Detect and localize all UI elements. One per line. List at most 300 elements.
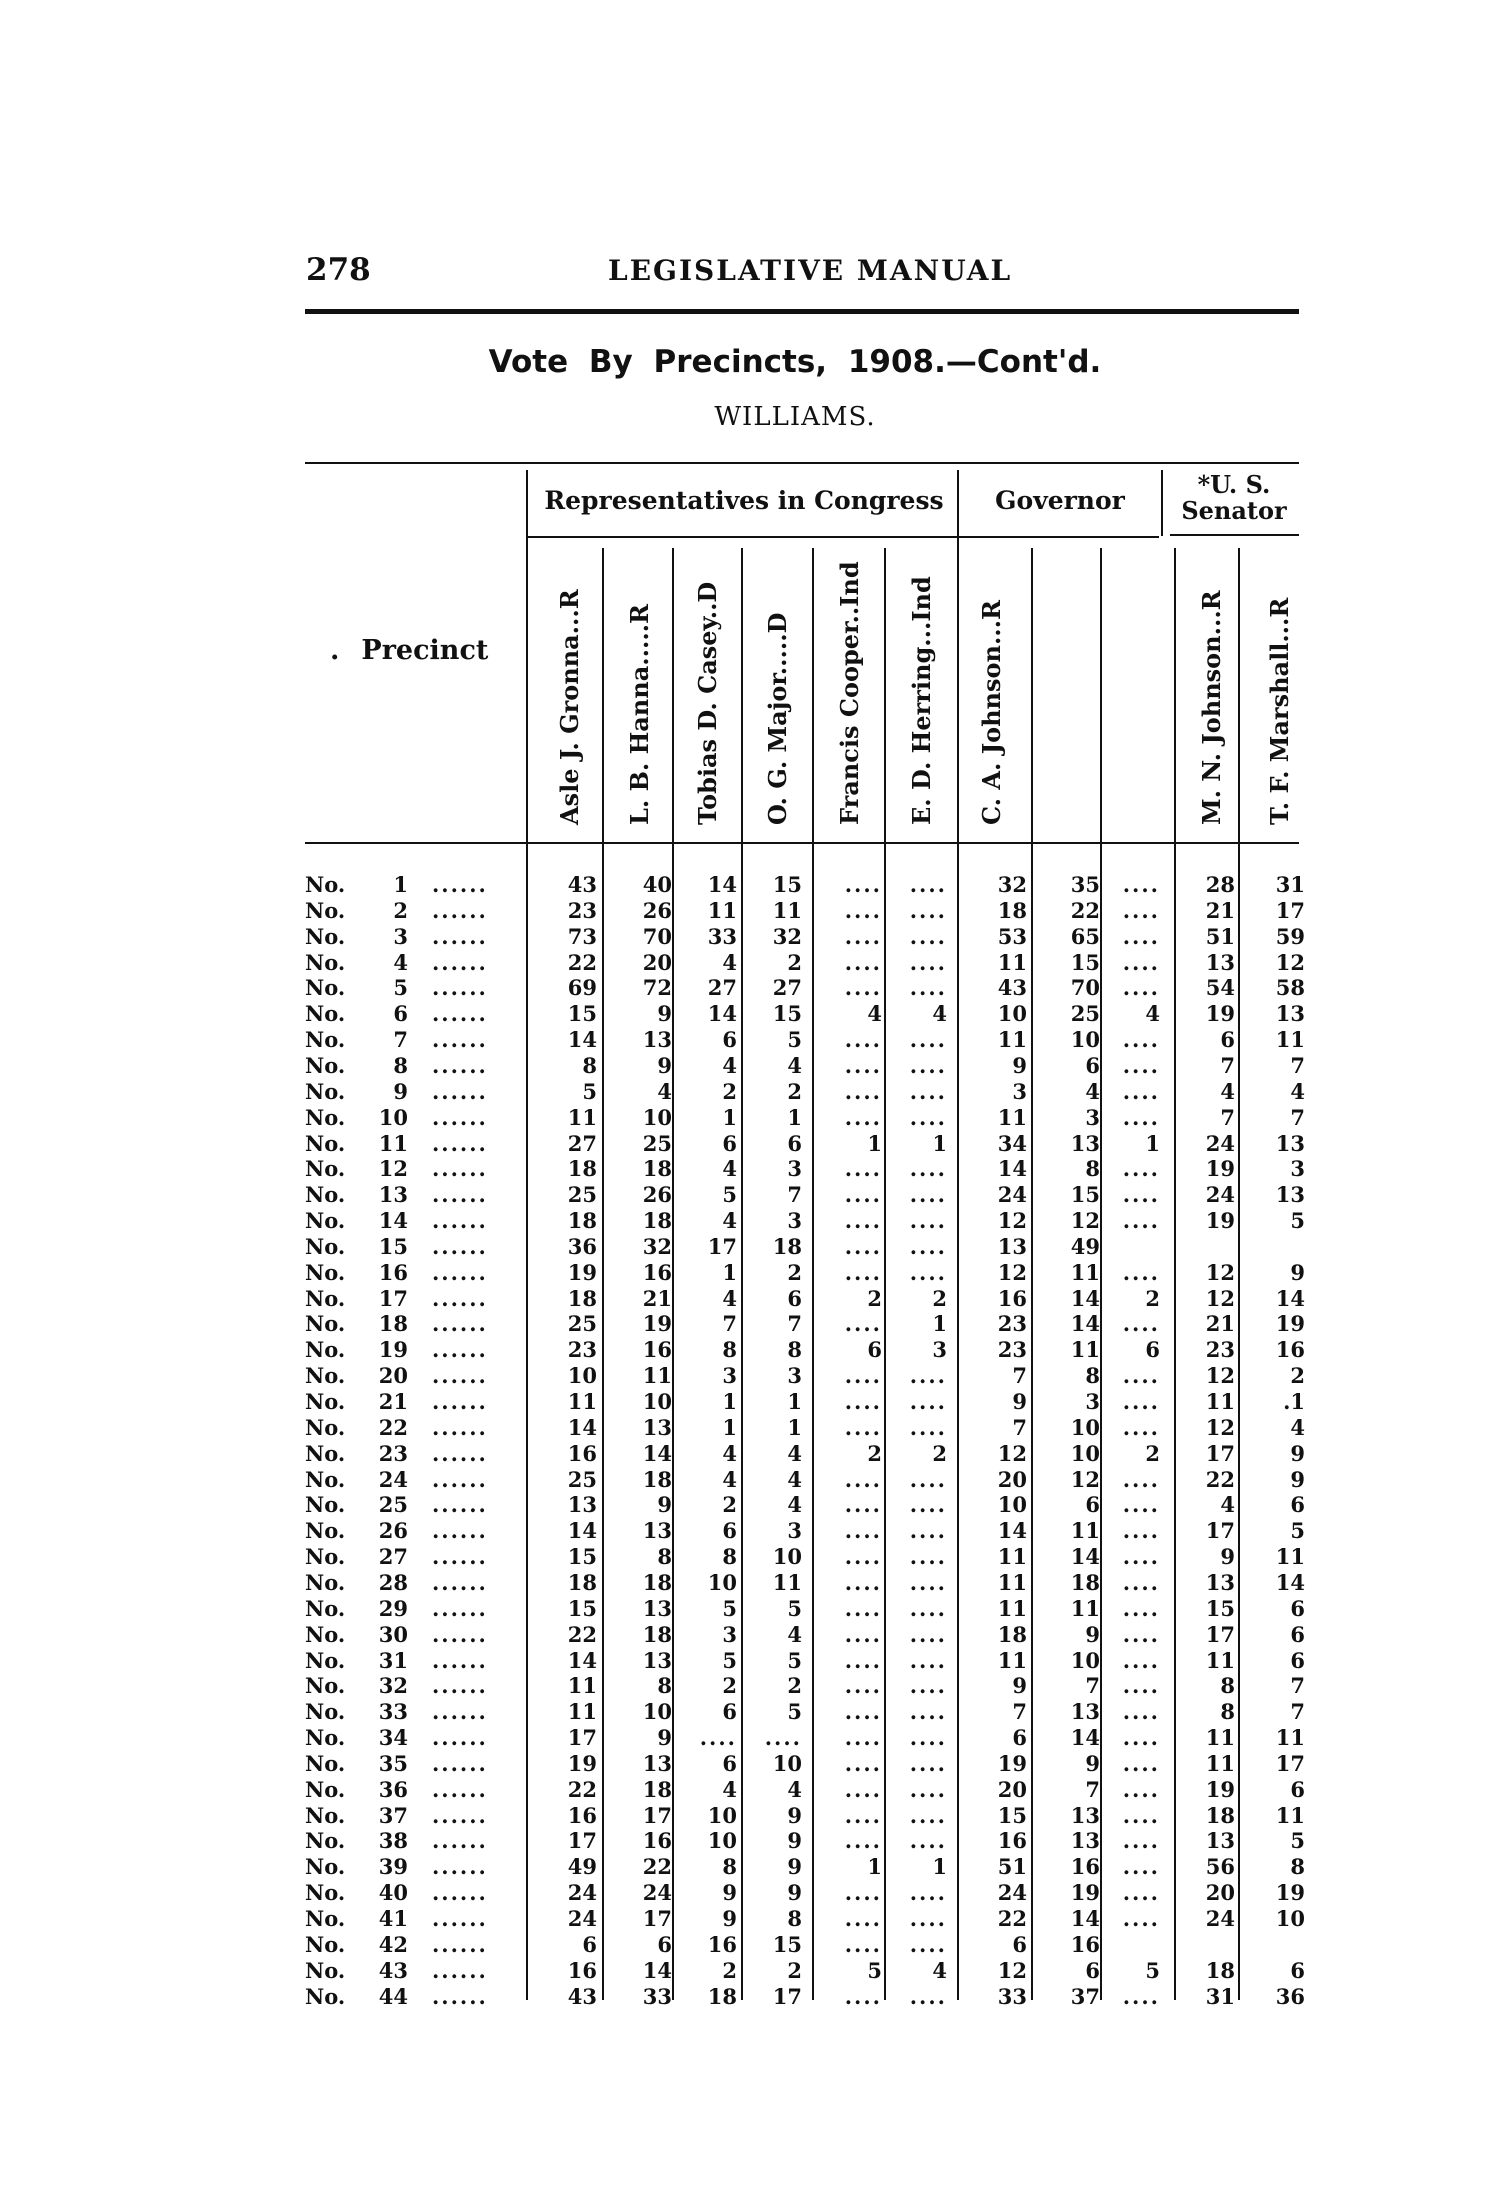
vote-cell: 7 (1012, 1699, 1027, 1725)
vote-cell: 6 (722, 1130, 737, 1156)
vote-cell: .... (844, 1880, 882, 1906)
vote-cell: .... (844, 1259, 882, 1285)
senator-underline (1170, 534, 1299, 536)
vote-cell: 15 (997, 1802, 1027, 1828)
vote-cell: .... (909, 1595, 947, 1621)
vote-cell: 7 (1290, 1052, 1305, 1078)
vote-cell: .... (844, 1673, 882, 1699)
vote-cell: 24 (997, 1182, 1027, 1208)
row-prefix: No. (305, 897, 346, 923)
vote-cell: 1 (867, 1854, 882, 1880)
vote-cell: .... (844, 1052, 882, 1078)
vote-cell: 53 (997, 923, 1027, 949)
precinct-number: 21 (378, 1389, 408, 1414)
vote-cell: 24 (567, 1906, 597, 1931)
vote-cell: 19 (567, 1259, 597, 1285)
vote-cell: 13 (642, 1750, 672, 1776)
precinct-number: 28 (378, 1569, 408, 1595)
vote-cell: 1 (787, 1104, 802, 1130)
vote-cell: 1 (932, 1854, 947, 1880)
row-prefix: No. (305, 1802, 346, 1828)
vote-cell: 21 (1205, 897, 1235, 923)
vote-cell: 2 (722, 1492, 737, 1518)
vote-cell: .... (1122, 1725, 1160, 1751)
vote-cell: .... (909, 1104, 947, 1130)
vote-cell: 3 (787, 1156, 802, 1182)
vote-cell: 14 (642, 1957, 672, 1983)
candidate-header-2: L. B. Hanna.....R (625, 604, 654, 825)
vote-cell: 2 (787, 1673, 802, 1699)
vote-cell: 6 (1085, 1957, 1100, 1983)
vote-cell: 7 (1290, 1673, 1305, 1699)
vote-cell: .... (909, 1802, 947, 1828)
vote-cell: 24 (1205, 1130, 1235, 1156)
vote-cell: 9 (1290, 1259, 1305, 1285)
vote-cell: 4 (722, 949, 737, 975)
vote-cell: 10 (642, 1389, 672, 1414)
precinct-number: 42 (378, 1931, 408, 1957)
row-prefix: No. (305, 1725, 346, 1751)
vote-cell: 21 (1205, 1311, 1235, 1337)
vote-cell: 7 (1012, 1414, 1027, 1440)
vote-cell: 15 (567, 1544, 597, 1570)
vote-cell: .... (909, 1725, 947, 1751)
dot-leader: ...... (432, 1492, 488, 1518)
vote-cell: 13 (567, 1492, 597, 1518)
column-divider (1238, 548, 1240, 2000)
vote-cell: 24 (642, 1880, 672, 1906)
vote-cell: 33 (707, 923, 737, 949)
vote-cell: 6 (1290, 1595, 1305, 1621)
vote-cell: 5 (787, 1027, 802, 1053)
vote-cell: 14 (567, 1518, 597, 1544)
vote-cell: 14 (1070, 1285, 1100, 1311)
vote-cell: .... (909, 1750, 947, 1776)
vote-cell: 9 (722, 1880, 737, 1906)
candidate-header-3: Tobias D. Casey..D (693, 581, 722, 825)
vote-cell: 3 (787, 1208, 802, 1234)
vote-cell: 6 (787, 1130, 802, 1156)
precinct-number: 37 (378, 1802, 408, 1828)
vote-cell: 5 (1290, 1828, 1305, 1854)
vote-cell: .... (844, 923, 882, 949)
vote-cell: 31 (1205, 1983, 1235, 2009)
dot-leader: ...... (432, 1725, 488, 1751)
vote-cell: 8 (1290, 1854, 1305, 1880)
row-prefix: No. (305, 1699, 346, 1725)
vote-cell: 15 (772, 1931, 802, 1957)
vote-cell: .... (909, 1259, 947, 1285)
vote-cell: 17 (707, 1233, 737, 1259)
page-number: 278 (306, 252, 371, 288)
vote-cell: 11 (997, 1595, 1027, 1621)
vote-cell: 15 (1070, 949, 1100, 975)
vote-cell: 7 (1290, 1104, 1305, 1130)
vote-cell: 11 (567, 1673, 597, 1699)
dot-leader: ...... (432, 1647, 488, 1673)
precinct-header: . Precinct (330, 635, 489, 666)
vote-cell: 18 (567, 1285, 597, 1311)
row-prefix: No. (305, 1673, 346, 1699)
group-senator: *U. S. Senator (1181, 470, 1287, 525)
vote-cell: .... (844, 1569, 882, 1595)
vote-cell: .... (909, 1078, 947, 1104)
vote-cell: 14 (1070, 1544, 1100, 1570)
vote-cell: 1 (867, 1130, 882, 1156)
vote-cell: 18 (567, 1208, 597, 1234)
precinct-number: 30 (378, 1621, 408, 1647)
dot-leader: ...... (432, 1880, 488, 1906)
vote-cell: 2 (787, 949, 802, 975)
vote-cell: 43 (567, 872, 597, 897)
vote-cell: 4 (867, 1001, 882, 1027)
dot-leader: ...... (432, 1854, 488, 1880)
vote-cell: 69 (567, 975, 597, 1001)
dot-leader: ...... (432, 1802, 488, 1828)
vote-cell: 4 (1145, 1001, 1160, 1027)
vote-cell: 17 (1205, 1518, 1235, 1544)
dot-leader: ...... (432, 1130, 488, 1156)
dot-leader: ...... (432, 1518, 488, 1544)
vote-cell: .... (844, 1311, 882, 1337)
dot-leader: ...... (432, 1673, 488, 1699)
vote-cell: 11 (772, 897, 802, 923)
vote-cell: 10 (772, 1750, 802, 1776)
vote-cell: .... (909, 1569, 947, 1595)
precinct-number: 13 (378, 1182, 408, 1208)
vote-cell: .... (1122, 1363, 1160, 1389)
vote-cell: 11 (997, 1027, 1027, 1053)
precinct-number: 23 (378, 1440, 408, 1466)
vote-cell: .... (909, 1182, 947, 1208)
vote-cell: 4 (722, 1440, 737, 1466)
vote-cell: .... (909, 1233, 947, 1259)
precinct-number: 43 (378, 1957, 408, 1983)
row-prefix: No. (305, 1906, 346, 1931)
vote-cell: 2 (1145, 1440, 1160, 1466)
vote-cell: 14 (1070, 1725, 1100, 1751)
row-prefix: No. (305, 1440, 346, 1466)
vote-cell: 6 (1085, 1492, 1100, 1518)
vote-cell: .... (1122, 1466, 1160, 1492)
vote-cell: .... (1122, 1621, 1160, 1647)
vote-cell: .... (909, 1492, 947, 1518)
vote-cell: 23 (1205, 1337, 1235, 1363)
vote-cell: 12 (1205, 1414, 1235, 1440)
header-bottom-rule (305, 842, 1299, 844)
vote-cell: 10 (707, 1802, 737, 1828)
precinct-number: 32 (378, 1673, 408, 1699)
dot-leader: ...... (432, 949, 488, 975)
vote-cell: 12 (1205, 1259, 1235, 1285)
vote-cell: 11 (1070, 1337, 1100, 1363)
vote-cell: 10 (772, 1544, 802, 1570)
vote-cell: 11 (1205, 1647, 1235, 1673)
vote-cell: 12 (1205, 1363, 1235, 1389)
vote-cell: 3 (722, 1621, 737, 1647)
vote-cell: .... (1122, 872, 1160, 897)
row-prefix: No. (305, 1337, 346, 1363)
vote-cell: 5 (1145, 1957, 1160, 1983)
row-prefix: No. (305, 1233, 346, 1259)
vote-cell: 13 (1275, 1001, 1305, 1027)
vote-cell: 1 (932, 1130, 947, 1156)
precinct-number: 35 (378, 1750, 408, 1776)
vote-cell: 24 (567, 1880, 597, 1906)
vote-cell: 2 (722, 1957, 737, 1983)
vote-cell: 23 (567, 1337, 597, 1363)
vote-cell: 9 (1012, 1389, 1027, 1414)
vote-cell: 13 (997, 1233, 1027, 1259)
vote-cell: 8 (787, 1906, 802, 1931)
vote-cell: 4 (787, 1466, 802, 1492)
group-congress: Representatives in Congress (544, 486, 944, 515)
vote-cell: 6 (1085, 1052, 1100, 1078)
vote-cell: 14 (1275, 1569, 1305, 1595)
vote-cell: 25 (567, 1466, 597, 1492)
vote-cell: 11 (1205, 1725, 1235, 1751)
vote-cell: 9 (1012, 1052, 1027, 1078)
vote-cell: 10 (997, 1492, 1027, 1518)
vote-cell: 27 (707, 975, 737, 1001)
column-divider (1100, 548, 1102, 2000)
vote-cell: 54 (1205, 975, 1235, 1001)
column-divider (1031, 548, 1033, 2000)
vote-cell: 27 (567, 1130, 597, 1156)
vote-cell: 25 (567, 1182, 597, 1208)
vote-cell: 2 (787, 1259, 802, 1285)
vote-cell: 18 (642, 1621, 672, 1647)
vote-cell: .... (1122, 1673, 1160, 1699)
vote-cell: 13 (642, 1518, 672, 1544)
vote-cell: .... (909, 949, 947, 975)
vote-cell: 13 (642, 1647, 672, 1673)
vote-cell: 14 (1275, 1285, 1305, 1311)
vote-cell: 7 (1290, 1699, 1305, 1725)
vote-cell: .... (909, 1906, 947, 1931)
precinct-number: 8 (393, 1052, 408, 1078)
vote-cell: 16 (567, 1802, 597, 1828)
precinct-number: 14 (378, 1208, 408, 1234)
vote-cell: 23 (997, 1311, 1027, 1337)
vote-cell: 4 (787, 1776, 802, 1802)
row-prefix: No. (305, 1880, 346, 1906)
vote-cell: 5 (722, 1595, 737, 1621)
dot-leader: ...... (432, 975, 488, 1001)
vote-cell: 4 (722, 1466, 737, 1492)
vote-cell: .... (909, 975, 947, 1001)
dot-leader: ...... (432, 1750, 488, 1776)
vote-cell: 25 (642, 1130, 672, 1156)
vote-cell: 11 (567, 1699, 597, 1725)
vote-cell: 11 (567, 1389, 597, 1414)
vote-cell: 4 (1220, 1492, 1235, 1518)
row-prefix: No. (305, 1983, 346, 2009)
vote-cell: 8 (1085, 1156, 1100, 1182)
vote-cell: 6 (722, 1518, 737, 1544)
vote-cell: 8 (657, 1544, 672, 1570)
vote-cell: .... (1122, 949, 1160, 975)
vote-cell: 10 (1070, 1027, 1100, 1053)
vote-cell: 4 (722, 1776, 737, 1802)
vote-cell: 12 (997, 1208, 1027, 1234)
vote-cell: .... (909, 1466, 947, 1492)
row-prefix: No. (305, 1363, 346, 1389)
vote-cell: .... (844, 1776, 882, 1802)
vote-cell: 3 (1290, 1156, 1305, 1182)
vote-cell: .... (909, 1621, 947, 1647)
vote-cell: 16 (997, 1828, 1027, 1854)
vote-cell: .... (1122, 1595, 1160, 1621)
vote-cell: .... (844, 1233, 882, 1259)
column-divider (741, 548, 743, 2000)
dot-leader: ...... (432, 1027, 488, 1053)
vote-cell: 17 (1275, 897, 1305, 923)
vote-cell: 19 (1070, 1880, 1100, 1906)
vote-cell: .... (844, 1156, 882, 1182)
precinct-divider (526, 470, 528, 2000)
vote-cell: 17 (772, 1983, 802, 2009)
vote-cell: 17 (1205, 1440, 1235, 1466)
precinct-number: 41 (378, 1906, 408, 1931)
dot-leader: ...... (432, 1931, 488, 1957)
precinct-number: 22 (378, 1414, 408, 1440)
vote-cell: 1 (932, 1311, 947, 1337)
vote-cell: 4 (787, 1440, 802, 1466)
vote-cell: .... (909, 1776, 947, 1802)
precinct-number: 4 (393, 949, 408, 975)
dot-leader: ...... (432, 1156, 488, 1182)
row-prefix: No. (305, 1182, 346, 1208)
vote-cell: 16 (567, 1957, 597, 1983)
vote-cell: 6 (787, 1285, 802, 1311)
vote-cell: 9 (657, 1052, 672, 1078)
vote-cell: 9 (787, 1854, 802, 1880)
row-prefix: No. (305, 1854, 346, 1880)
vote-cell: .... (1122, 1311, 1160, 1337)
vote-cell: .... (1122, 1027, 1160, 1053)
precinct-number: 36 (378, 1776, 408, 1802)
vote-cell: 36 (567, 1233, 597, 1259)
vote-cell: 18 (567, 1569, 597, 1595)
vote-cell: .... (909, 1931, 947, 1957)
row-prefix: No. (305, 1776, 346, 1802)
vote-cell: 18 (642, 1208, 672, 1234)
vote-cell: .... (1122, 1828, 1160, 1854)
vote-cell: 14 (1070, 1906, 1100, 1931)
vote-cell: .... (909, 1156, 947, 1182)
precinct-number: 19 (378, 1337, 408, 1363)
vote-cell: 13 (1070, 1699, 1100, 1725)
column-divider (957, 548, 959, 2000)
vote-cell: 18 (997, 897, 1027, 923)
vote-cell: 18 (1205, 1802, 1235, 1828)
vote-cell: .... (1122, 1389, 1160, 1414)
vote-cell: 18 (707, 1983, 737, 2009)
vote-cell: 14 (642, 1440, 672, 1466)
vote-cell: .... (1122, 1518, 1160, 1544)
vote-cell: 7 (1220, 1052, 1235, 1078)
precinct-number: 33 (378, 1699, 408, 1725)
vote-cell: 11 (997, 1104, 1027, 1130)
vote-cell: .1 (1283, 1389, 1305, 1414)
dot-leader: ...... (432, 1182, 488, 1208)
vote-cell: 51 (1205, 923, 1235, 949)
vote-cell: 19 (1275, 1311, 1305, 1337)
precinct-number: 31 (378, 1647, 408, 1673)
vote-cell: 10 (997, 1001, 1027, 1027)
vote-cell: 1 (722, 1414, 737, 1440)
vote-cell: 20 (997, 1466, 1027, 1492)
vote-cell: .... (1122, 1104, 1160, 1130)
vote-cell: .... (909, 897, 947, 923)
vote-cell: 32 (772, 923, 802, 949)
vote-cell: 8 (657, 1673, 672, 1699)
vote-cell: 70 (642, 923, 672, 949)
vote-cell: 4 (722, 1208, 737, 1234)
vote-cell: .... (844, 1699, 882, 1725)
vote-cell: 9 (657, 1492, 672, 1518)
vote-cell: 5 (867, 1957, 882, 1983)
vote-cell: 4 (932, 1957, 947, 1983)
vote-cell: 14 (997, 1518, 1027, 1544)
precinct-number: 15 (378, 1233, 408, 1259)
vote-cell: 1 (722, 1389, 737, 1414)
vote-cell: 16 (642, 1828, 672, 1854)
vote-cell: 11 (707, 897, 737, 923)
dot-leader: ...... (432, 1311, 488, 1337)
vote-cell: 18 (1205, 1957, 1235, 1983)
vote-cell: .... (844, 1621, 882, 1647)
vote-cell: 19 (997, 1750, 1027, 1776)
vote-cell: 2 (787, 1078, 802, 1104)
vote-cell: 56 (1205, 1854, 1235, 1880)
dot-leader: ...... (432, 1104, 488, 1130)
row-prefix: No. (305, 923, 346, 949)
dot-leader: ...... (432, 872, 488, 897)
precinct-number: 16 (378, 1259, 408, 1285)
vote-cell: 11 (1205, 1389, 1235, 1414)
vote-cell: 11 (997, 1544, 1027, 1570)
vote-cell: .... (1122, 1802, 1160, 1828)
row-prefix: No. (305, 1285, 346, 1311)
vote-cell: .... (764, 1725, 802, 1751)
vote-cell: 25 (1070, 1001, 1100, 1027)
vote-cell: 15 (567, 1001, 597, 1027)
vote-cell: 13 (642, 1027, 672, 1053)
vote-cell: .... (1122, 1156, 1160, 1182)
vote-cell: .... (1122, 1208, 1160, 1234)
vote-cell: 11 (997, 1647, 1027, 1673)
vote-cell: 14 (567, 1647, 597, 1673)
vote-cell: .... (909, 1983, 947, 2009)
vote-cell: 23 (567, 897, 597, 923)
precinct-number: 5 (393, 975, 408, 1001)
row-prefix: No. (305, 1957, 346, 1983)
vote-cell: 6 (722, 1027, 737, 1053)
vote-cell: 11 (642, 1363, 672, 1389)
vote-cell: 16 (567, 1440, 597, 1466)
vote-cell: 6 (722, 1750, 737, 1776)
precinct-number: 6 (393, 1001, 408, 1027)
vote-cell: .... (909, 1544, 947, 1570)
vote-cell: 43 (567, 1983, 597, 2009)
vote-cell: 2 (867, 1285, 882, 1311)
dot-leader: ...... (432, 1389, 488, 1414)
precinct-number: 38 (378, 1828, 408, 1854)
vote-cell: 16 (642, 1337, 672, 1363)
vote-cell: .... (844, 975, 882, 1001)
